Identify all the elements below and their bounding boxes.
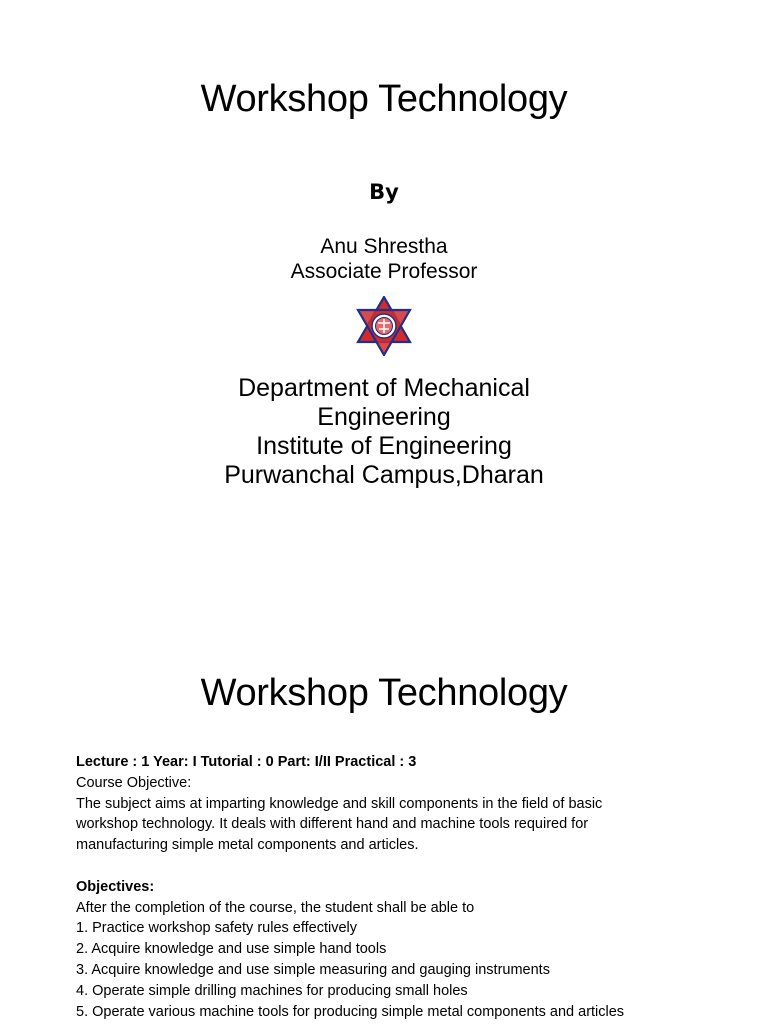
author-block [0, 234, 768, 284]
objective-item: 5. Operate various machine tools for producing simple metal components and articles [76, 1003, 625, 1020]
lecture-line: Lecture : 1 Year: I Tutorial : 0 Part: I/II Practical : 3 [76, 754, 417, 770]
slide-course-heading: Workshop Technology [200, 672, 568, 714]
slide-title-heading: Workshop Technology [200, 78, 568, 120]
objectives-label: Objectives: [76, 878, 155, 895]
objective-item: 2. Acquire knowledge and use simple hand tools [76, 941, 387, 958]
objective-item: 4. Operate simple drilling machines for producing small holes [76, 982, 468, 999]
course-objective-label: Course Objective: [76, 774, 192, 791]
by-label: By [369, 180, 399, 204]
description-line: manufacturing simple metal components and articles. [76, 837, 419, 854]
course-body [76, 752, 756, 1022]
institute-emblem-icon [354, 296, 414, 356]
department-block [0, 374, 768, 490]
spacer [76, 856, 756, 877]
description-line: The subject aims at imparting knowledge and skill components in the field of basic [76, 795, 603, 812]
objectives-intro: After the completion of the course, the student shall be able to [76, 899, 475, 916]
objective-item: 1. Practice workshop safety rules effectively [76, 920, 357, 937]
dept-line: Purwanchal Campus,Dharan [224, 461, 544, 489]
dept-line: Engineering [317, 403, 451, 431]
description-line: workshop technology. It deals with different hand and machine tools required for [76, 816, 589, 833]
dept-line: Department of Mechanical [238, 374, 530, 402]
dept-line: Institute of Engineering [256, 432, 512, 460]
objective-item: 3. Acquire knowledge and use simple measuring and gauging instruments [76, 961, 550, 978]
author-role: Associate Professor [290, 260, 478, 283]
author-name: Anu Shrestha [320, 235, 448, 258]
slide-course-info [0, 576, 768, 1024]
